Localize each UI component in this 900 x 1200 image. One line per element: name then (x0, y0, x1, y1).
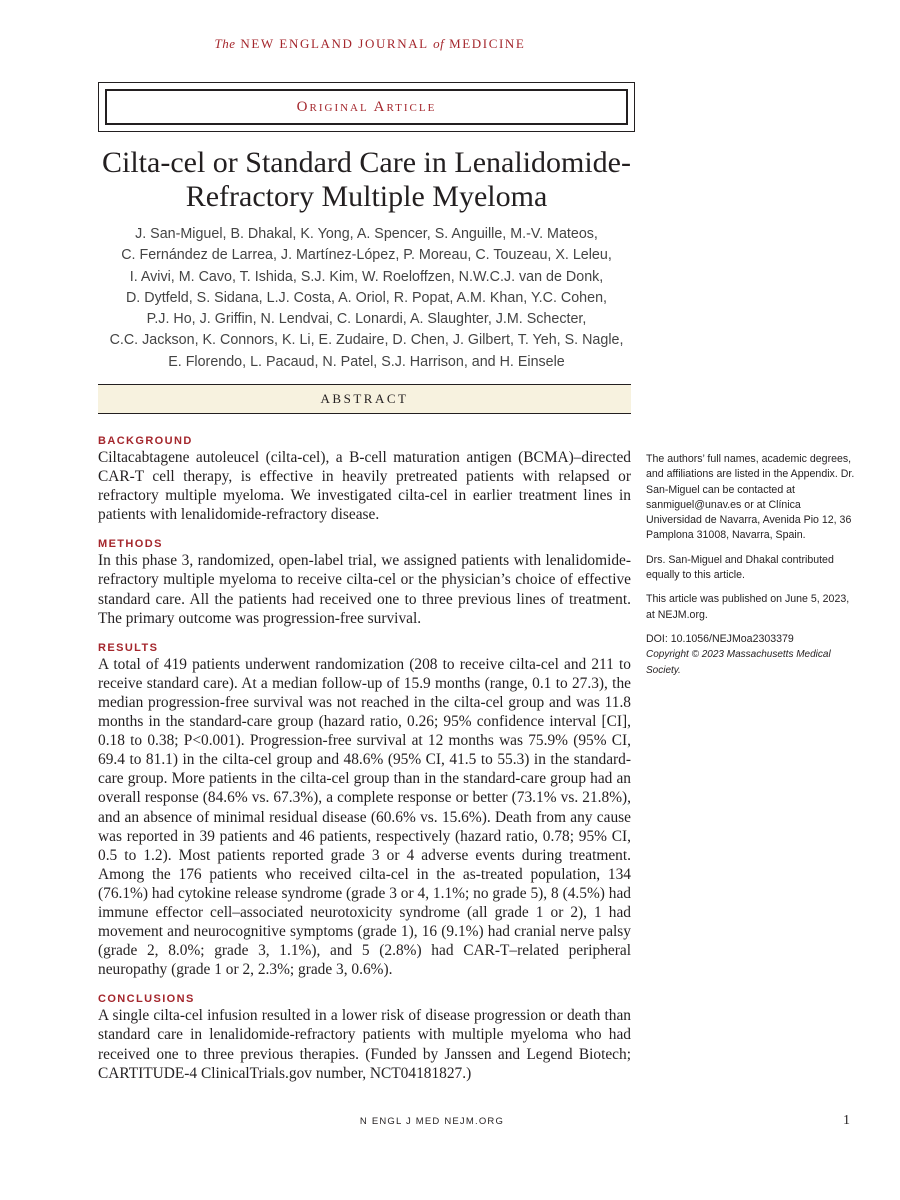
affiliations-note: The authors’ full names, academic degrees, and affiliations are listed in the Appendix. Dr. San-Miguel can be contacted at sanmiguel@unav.es or at Clínica Universidad de Navarra, Avenida Pio 12, 36 Pamplona 31008, Navarra, Spain. (646, 453, 855, 542)
article-type-label: Original Article (296, 98, 437, 115)
page-number: 1 (843, 1113, 850, 1128)
abstract-label: ABSTRACT (320, 391, 409, 406)
running-footer: N ENGL J MED NEJM.ORG (359, 1116, 505, 1127)
section-text: A single cilta-cel infusion resulted in a lower risk of disease progression or death than standard care in lenalidomide-refractory patients with multiple myeloma who had received one to three previous therapies. (Funded by Janssen and Legend Biotech; CARTITUDE-4 ClinicalTrials.gov number, NCT04181827.) (98, 1007, 631, 1082)
doi-link[interactable]: DOI: 10.1056/NEJMoa2303379 (646, 632, 794, 645)
abstract-header-bar (98, 384, 631, 414)
article-title: Cilta-cel or Standard Care in Lenalidomide-Refractory Multiple Myeloma (102, 146, 631, 213)
author-line: E. Florendo, L. Pacaud, N. Patel, S.J. Harrison, and H. Einsele (168, 353, 565, 370)
section-heading: BACKGROUND (98, 435, 193, 447)
methods-section (98, 537, 631, 627)
abstract-body (98, 434, 631, 1096)
author-line: C.C. Jackson, K. Connors, K. Li, E. Zudaire, D. Chen, J. Gilbert, T. Yeh, S. Nagle, (109, 332, 624, 349)
section-heading: METHODS (98, 538, 163, 551)
journal-medicine: MEDICINE (449, 36, 526, 51)
copyright-notice: Copyright © 2023 Massachusetts Medical Society. (646, 649, 831, 676)
section-text: In this phase 3, randomized, open-label trial, we assigned patients with lenalidomide-refractory multiple myeloma to receive cilta-cel or the physician’s choice of effective standard care. All the patients had received one to three previous lines of treatment. The primary outcome was progression-free survival. (98, 552, 631, 627)
section-text: A total of 419 patients underwent randomization (208 to receive cilta-cel and 211 to receive standard care). At a median follow-up of 15.9 months (range, 0.1 to 27.3), the median progression-free survival was not reached in the cilta-cel group and was 11.8 months in the standard-care group (hazard ratio, 0.26; 95% confidence interval [CI], 0.18 to 0.38; P<0.001). Progression-free survival at 12 months was 75.9% (95% CI, 69.4 to 81.1) in the cilta-cel group and 48.6% (95% CI, 41.5 to 55.3) in the standard-care group. More patients in the cilta-cel group than in the standard-care group had an overall response (84.6% vs. 67.3%), a complete response or better (73.1% vs. 21.8%), and an absence of minimal residual disease (60.6% vs. 15.6%). Death from any cause was reported in 39 patients and 46 patients, respectively (hazard ratio, 0.78; 95% CI, 0.5 to 1.2). Most patients reported grade 3 or 4 adverse events during treatment. Among the 176 patients who received cilta-cel in the as-treated population, 134 (76.1%) had cytokine release syndrome (grade 3 or 4, 1.1%; no grade 5), 8 (4.5%) had immune effector cell–associated neurotoxicity syndrome (all grade 1 or 2), 1 had movement and neurocognitive symptoms (grade 1), 16 (9.1%) had cranial nerve palsy (grade 2, 8.0%; grade 3, 1.1%), and 5 (2.8%) had CAR-T–related peripheral neuropathy (grade 1 or 2, 2.3%; grade 3, 0.6%). (98, 655, 631, 979)
author-line: J. San-Miguel, B. Dhakal, K. Yong, A. Spencer, S. Anguille, M.-V. Mateos, (135, 226, 598, 242)
author-line: D. Dytfeld, S. Sidana, L.J. Costa, A. Oriol, R. Popat, A.M. Khan, Y.C. Cohen, (125, 289, 608, 306)
article-type-inner-frame (105, 89, 628, 125)
author-line: I. Avivi, M. Cavo, T. Ishida, S.J. Kim, W. Roeloffzen, N.W.C.J. van de Donk, (129, 268, 604, 285)
author-list (98, 224, 635, 373)
section-heading: CONCLUSIONS (98, 993, 195, 1006)
journal-of: of (433, 36, 445, 51)
publication-note: This article was published on June 5, 2023, at NEJM.org. (646, 593, 850, 621)
section-heading: RESULTS (98, 641, 159, 654)
author-line: C. Fernández de Larrea, J. Martínez-López, P. Moreau, C. Touzeau, X. Leleu, (121, 247, 612, 264)
author-line: P.J. Ho, J. Griffin, N. Lendvai, C. Lonardi, A. Slaughter, J.M. Schecter, (146, 311, 587, 328)
section-text: Ciltacabtagene autoleucel (cilta-cel), a B-cell maturation antigen (BCMA)–directed CAR-T cell therapy, is effective in heavily pretreated patients with relapsed or refractory multiple myeloma. We investigated cilta-cel in earlier treatment lines in patients with lenalidomide-refractory disease. (98, 449, 631, 524)
contribution-note: Drs. San-Miguel and Dhakal contributed equally to this article. (646, 553, 834, 582)
conclusions-section (98, 992, 631, 1082)
journal-the: The (214, 36, 236, 51)
journal-masthead (0, 36, 740, 52)
results-section (98, 641, 631, 980)
journal-name: NEW ENGLAND JOURNAL (240, 36, 429, 51)
article-type-box (98, 82, 635, 132)
article-sidebar (646, 452, 858, 687)
background-section (98, 434, 631, 524)
